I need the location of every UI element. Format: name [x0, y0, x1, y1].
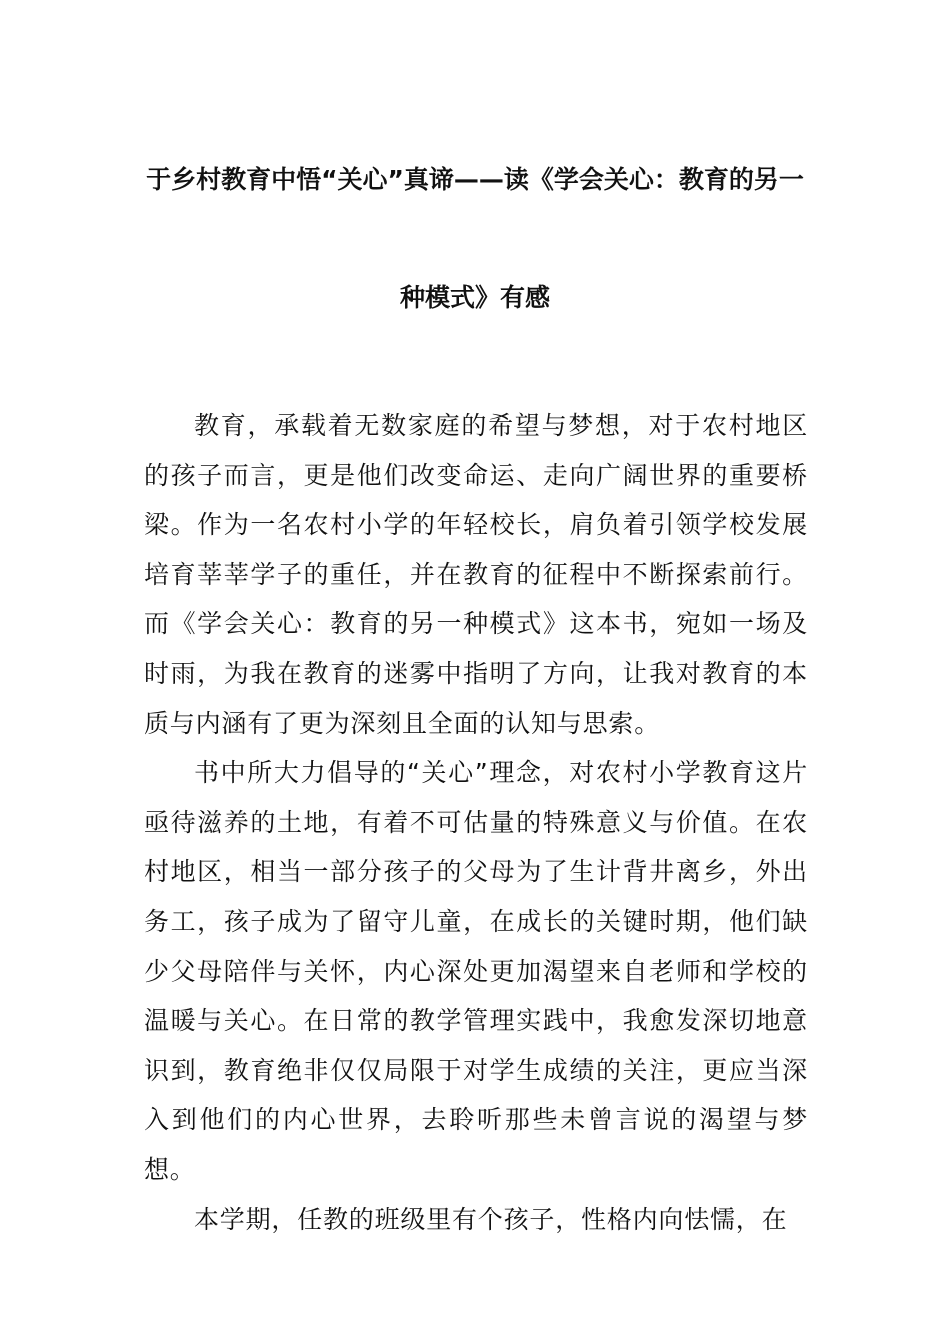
- paragraph: 书中所大力倡导的“关心”理念，对农村小学教育这片亟待滋养的土地，有着不可估量的特殊意义与价值。在农村地区，相当一部分孩子的父母为了生计背井离乡，外出务工，孩子成为了留守儿童，在成长的关键时期，他们缺少父母陪伴与关怀，内心深处更加渴望来自老师和学校的温暖与关心。在日常的教学管理实践中，我愈发深切地意识到，教育绝非仅仅局限于对学生成绩的关注，更应当深入到他们的内心世界，去聆听那些未曾言说的渴望与梦想。: [144, 758, 808, 1184]
- document-title-line-2: 种模式》有感: [399, 283, 550, 312]
- document-title-line-1: 于乡村教育中悟“关心”真谛——读《学会关心：教育的另一: [146, 165, 804, 194]
- document-body: [144, 401, 808, 1244]
- paragraph: 本学期，任教的班级里有个孩子，性格内向怯懦，在: [194, 1204, 788, 1234]
- paragraph: 教育，承载着无数家庭的希望与梦想，对于农村地区的孩子而言，更是他们改变命运、走向广阔世界的重要桥梁。作为一名农村小学的年轻校长，肩负着引领学校发展培育莘莘学子的重任，并在教育的征程中不断探索前行。而《学会关心：教育的另一种模式》这本书，宛如一场及时雨，为我在教育的迷雾中指明了方向，让我对教育的本质与内涵有了更为深刻且全面的认知与思索。: [144, 411, 808, 738]
